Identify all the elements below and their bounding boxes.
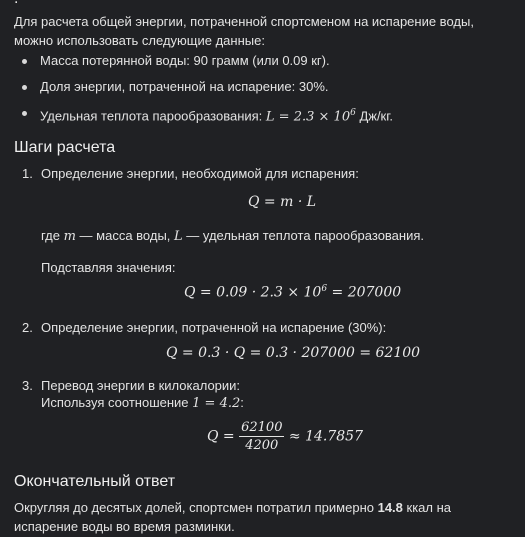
step-3-number: 3. (22, 378, 33, 393)
step-1-number: 1. (22, 166, 33, 181)
step-3-title: Перевод энергии в килокалории: (41, 378, 241, 393)
step-1-definition: где m — масса воды, L — удельная теплота парообразования. (41, 228, 425, 244)
formula-q-calculation: $Q = 0.09 \cdot 2.3 \times 10^6 = 207000$ (184, 284, 402, 301)
step-1-title: Определение энергии, необходимой для испарения: (41, 166, 359, 181)
intro-text: Для расчета общей энергии, потраченной спортсменом на испарение воды, можно использовать следующие данные: (14, 14, 474, 48)
steps-heading: Шаги расчета (14, 139, 116, 156)
step-2-number: 2. (22, 320, 33, 335)
list-item-energy-share: Доля энергии, потраченной на испарение: 30%. (20, 79, 393, 105)
final-answer-heading: Окончательный ответ (14, 473, 176, 490)
given-data-list (20, 53, 393, 131)
step-3-conversion-note: Используя соотношение 1 = 4.2: (41, 395, 244, 411)
final-value: 14.8 (377, 500, 403, 515)
latent-heat-formula: L = 2.3 × 10 (265, 109, 351, 125)
fraction: $\frac{62100}{4200}$ (241, 420, 283, 453)
list-item-water-mass: Масса потерянной воды: 90 грамм (или 0.09 кг). (20, 53, 393, 79)
formula-q-equals-ml: Q = m · L (248, 194, 317, 210)
cropped-heading-fragment (14, 0, 18, 8)
formula-evaporation-energy: Q = 0.3 · Q = 0.3 · 207000 = 62100 (166, 345, 421, 361)
step-2-title: Определение энергии, потраченной на испарение (30%): (41, 320, 387, 335)
list-item-latent-heat: Удельная теплота парообразования: $L = 2.3 \times 10^6$ Дж/кг. (20, 105, 393, 131)
step-1-substitution-label: Подставляя значения: (41, 260, 176, 275)
final-answer-text: Округляя до десятых долей, спортсмен потратил примерно 14.8 ккал на испарение воды во время разминки. (14, 500, 452, 534)
formula-kcal-conversion: Q = $\frac{62100}{4200}$ ≈ 14.7857 (207, 420, 363, 453)
